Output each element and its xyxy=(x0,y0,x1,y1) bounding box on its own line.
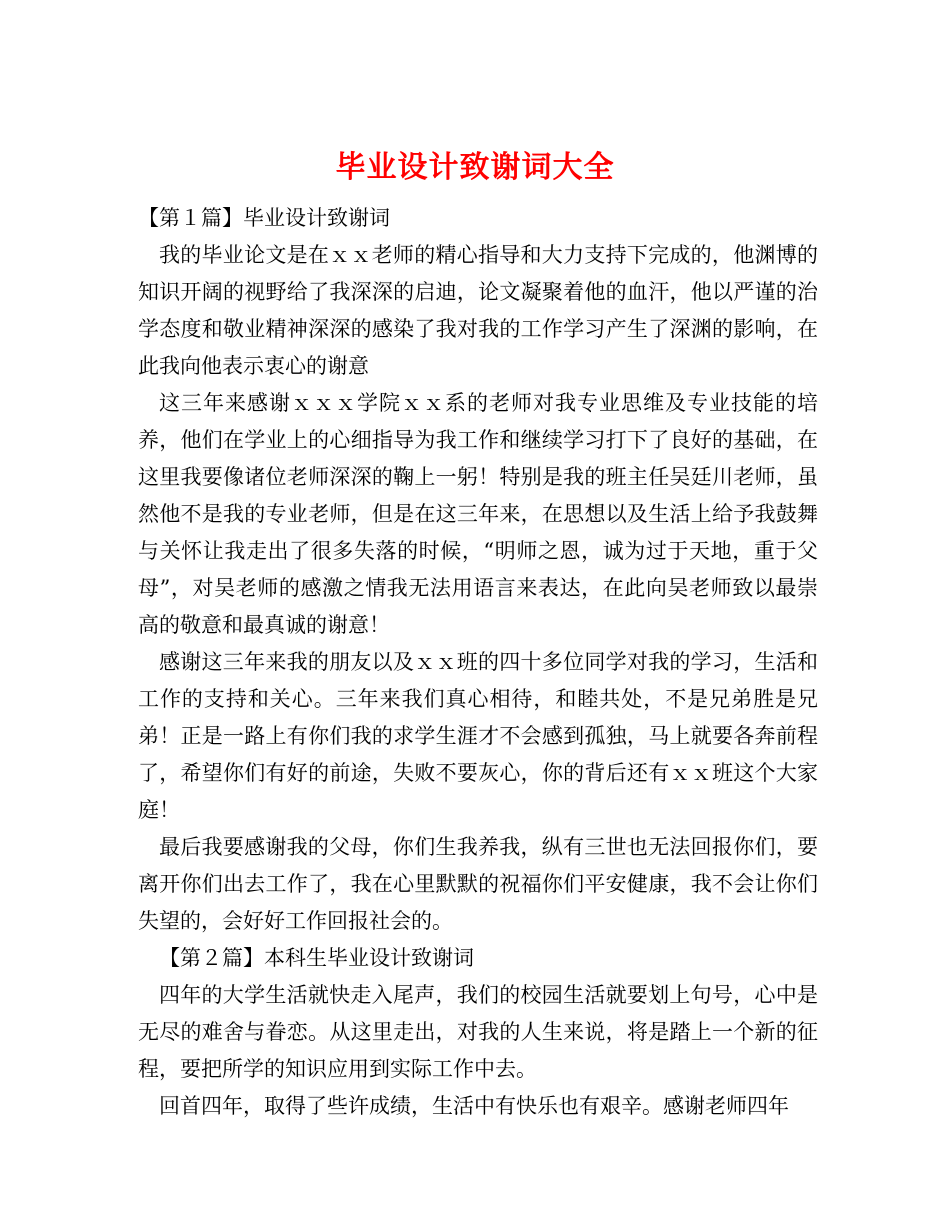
section-1-paragraph-2: 这三年来感谢ｘｘｘ学院ｘｘ系的老师对我专业思维及专业技能的培养，他们在学业上的心细指导为我工作和继续学习打下了良好的基础，在这里我要像诸位老师深深的鞠上一躬！特别是我的班主任吴廷川老师，虽然他不是我的专业老师，但是在这三年来，在思想以及生活上给予我鼓舞与关怀让我走出了很多失落的时候，“明师之恩，诚为过于天地，重于父母”，对吴老师的感激之情我无法用语言来表达，在此向吴老师致以最崇高的敬意和最真诚的谢意！ xyxy=(138,391,818,637)
section-1-paragraph-3: 感谢这三年来我的朋友以及ｘｘ班的四十多位同学对我的学习，生活和工作的支持和关心。三年来我们真心相待，和睦共处，不是兄弟胜是兄弟！正是一路上有你们我的求学生涯才不会感到孤独，马上就要各奔前程了，希望你们有好的前途，失败不要灰心，你的背后还有ｘｘ班这个大家庭！ xyxy=(138,650,818,822)
section-2-paragraph-2: 回首四年，取得了些许成绩，生活中有快乐也有艰辛。感谢老师四年 xyxy=(159,1094,789,1118)
document-body xyxy=(138,200,818,1125)
section-heading-2: 【第２篇】本科生毕业设计致谢词 xyxy=(159,946,474,970)
section-heading-1: 【第１篇】毕业设计致谢词 xyxy=(138,206,390,230)
document-title: 毕业设计致谢词大全 xyxy=(335,150,615,186)
section-2-paragraph-1: 四年的大学生活就快走入尾声，我们的校园生活就要划上句号，心中是无尽的难舍与眷恋。从这里走出，对我的人生来说，将是踏上一个新的征程，要把所学的知识应用到实际工作中去。 xyxy=(138,983,818,1081)
section-1-paragraph-4: 最后我要感谢我的父母，你们生我养我，纵有三世也无法回报你们，要离开你们出去工作了，我在心里默默的祝福你们平安健康，我不会让你们失望的，会好好工作回报社会的。 xyxy=(138,835,818,933)
section-1-paragraph-1: 我的毕业论文是在ｘｘ老师的精心指导和大力支持下完成的，他渊博的知识开阔的视野给了我深深的启迪，论文凝聚着他的血汗，他以严谨的治学态度和敬业精神深深的感染了我对我的工作学习产生了深渊的影响，在此我向他表示衷心的谢意 xyxy=(138,243,818,378)
